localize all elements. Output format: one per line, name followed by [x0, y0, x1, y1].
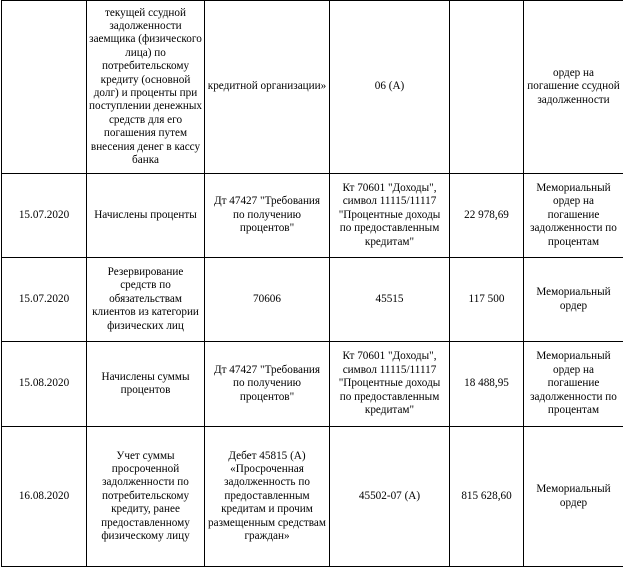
credit-account-cell: Кт 70601 "Доходы", символ 11115/11117 "Процентные доходы по предоставленным кредитам"	[330, 174, 450, 258]
document-cell: Мемориальный ордер	[524, 258, 623, 342]
table-row	[2, 174, 623, 258]
table-row	[2, 258, 623, 342]
date-cell: 16.08.2020	[2, 427, 87, 567]
debit-account-cell: Дебет 45815 (А) «Просроченная задолженность по предоставленным кредитам и прочим размещенным средствам граждан»	[205, 427, 330, 567]
debit-account-cell: 70606	[205, 258, 330, 342]
description-cell: Начислены суммы процентов	[87, 342, 205, 427]
description-cell: Резервирование средств по обязательствам клиентов из категории физических лиц	[87, 258, 205, 342]
description-cell: текущей ссудной задолженности заемщика (физического лица) по потребительскому кредиту (основной долг) и проценты при поступлении денежных средств для его погашения путем внесения денег в кассу банка	[87, 1, 205, 174]
credit-account-cell: Кт 70601 "Доходы", символ 11115/11117 "Процентные доходы по предоставленным кредитам"	[330, 342, 450, 427]
document-cell: Мемориальный ордер	[524, 427, 623, 567]
amount-cell: 18 488,95	[450, 342, 524, 427]
debit-account-cell: кредитной организации»	[205, 1, 330, 174]
amount-cell: 815 628,60	[450, 427, 524, 567]
credit-account-cell: 45502-07 (А)	[330, 427, 450, 567]
date-cell: 15.08.2020	[2, 342, 87, 427]
amount-cell	[450, 1, 524, 174]
description-cell: Учет суммы просроченной задолженности по потребительскому кредиту, ранее предоставленному физическому лицу	[87, 427, 205, 567]
date-cell	[2, 1, 87, 174]
accounting-entries-table	[1, 0, 623, 567]
document-cell: Мемориальный ордер на погашение задолженности по процентам	[524, 174, 623, 258]
table-row	[2, 342, 623, 427]
credit-account-cell: 45515	[330, 258, 450, 342]
credit-account-cell: 06 (А)	[330, 1, 450, 174]
date-cell: 15.07.2020	[2, 258, 87, 342]
document-cell: ордер на погашение ссудной задолженности	[524, 1, 623, 174]
document-cell: Мемориальный ордер на погашение задолженности по процентам	[524, 342, 623, 427]
amount-cell: 22 978,69	[450, 174, 524, 258]
table-row	[2, 1, 623, 174]
description-cell: Начислены проценты	[87, 174, 205, 258]
amount-cell: 117 500	[450, 258, 524, 342]
date-cell: 15.07.2020	[2, 174, 87, 258]
debit-account-cell: Дт 47427 "Требования по получению процентов"	[205, 342, 330, 427]
debit-account-cell: Дт 47427 "Требования по получению процентов"	[205, 174, 330, 258]
table-row	[2, 427, 623, 567]
